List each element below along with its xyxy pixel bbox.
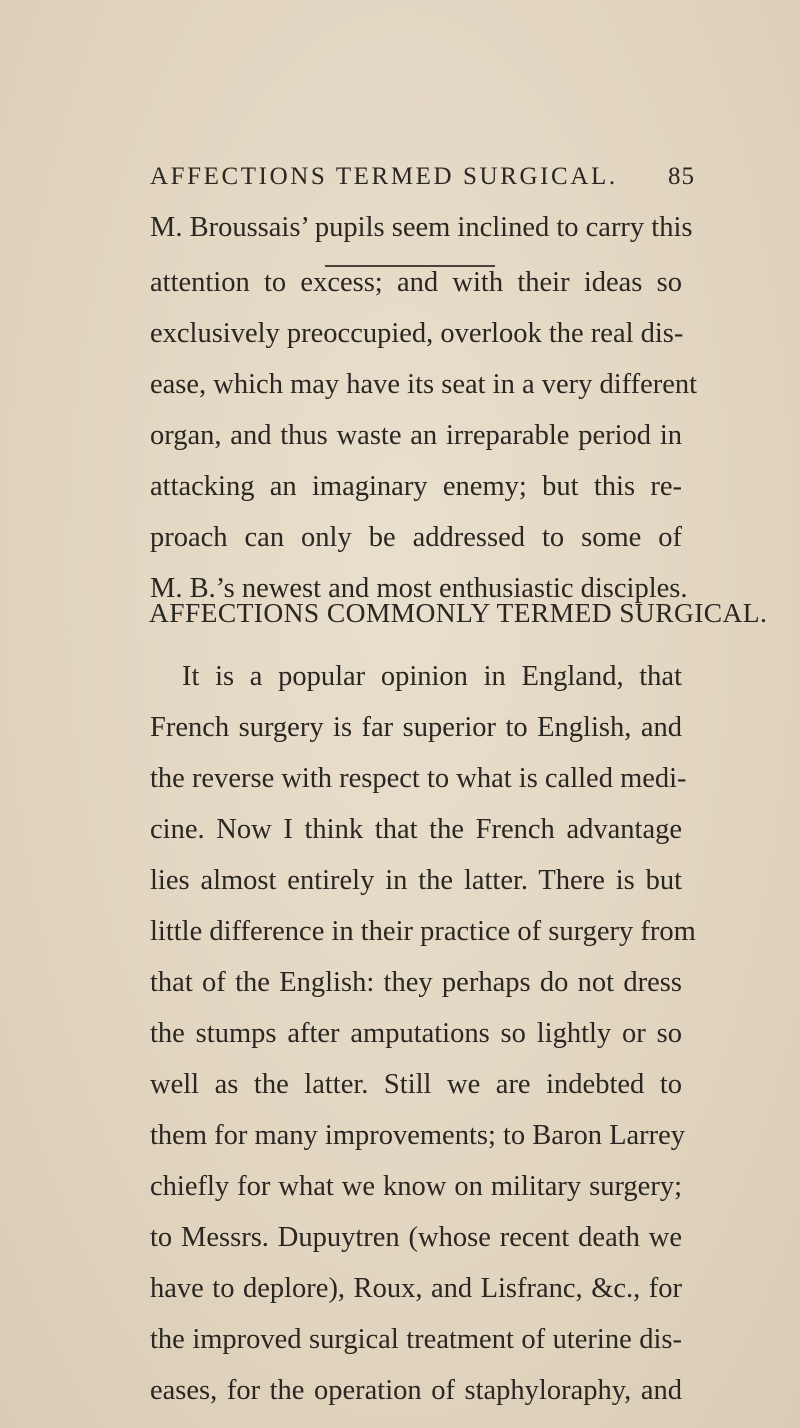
paragraph-line: attacking an imaginary enemy; but this re- [150,471,682,502]
paragraph-line: M. B.’s newest and most enthusiastic disciples. [150,573,688,604]
paragraph-line: the reverse with respect to what is called medi- [150,763,687,794]
paragraph-line: attention to excess; and with their ideas so [150,267,682,298]
paragraph-line: M. Broussais’ pupils seem inclined to carry this [150,212,693,243]
paragraph-line: It is a popular opinion in England, that [182,661,682,692]
section-divider [325,265,495,267]
paragraph-line: them for many improvements; to Baron Larrey [150,1120,686,1151]
paragraph-line: have to deplore), Roux, and Lisfranc, &c., for [150,1273,682,1304]
paragraph-line: exclusively preoccupied, overlook the real dis- [150,318,684,349]
paragraph-line: organ, and thus waste an irreparable period in [150,420,682,451]
paragraph-line: chiefly for what we know on military surgery; [150,1171,682,1202]
paragraph-line: cine. Now I think that the French advantage [150,814,682,845]
paragraph-line: that of the English: they perhaps do not dress [150,967,682,998]
paragraph-line: French surgery is far superior to English, and [150,712,682,743]
section-heading: AFFECTIONS COMMONLY TERMED SURGICAL. [149,597,768,628]
paragraph-line: lies almost entirely in the latter. There is but [150,865,682,896]
paragraph-line: proach can only be addressed to some of [150,522,682,553]
paragraph-line: the improved surgical treatment of uterine dis- [150,1324,682,1355]
paragraph-line: eases, for the operation of staphyloraphy, and [150,1375,682,1406]
running-head-title: AFFECTIONS TERMED SURGICAL. [150,163,618,190]
running-head [150,163,695,203]
paragraph-line: the stumps after amputations so lightly or so [150,1018,682,1049]
paragraph-line: little difference in their practice of surgery from [150,916,696,947]
paragraph-line: to Messrs. Dupuytren (whose recent death we [150,1222,682,1253]
paragraph-line: well as the latter. Still we are indebted to [150,1069,682,1100]
paragraph-line: ease, which may have its seat in a very different [150,369,698,400]
page-number: 85 [668,163,695,190]
